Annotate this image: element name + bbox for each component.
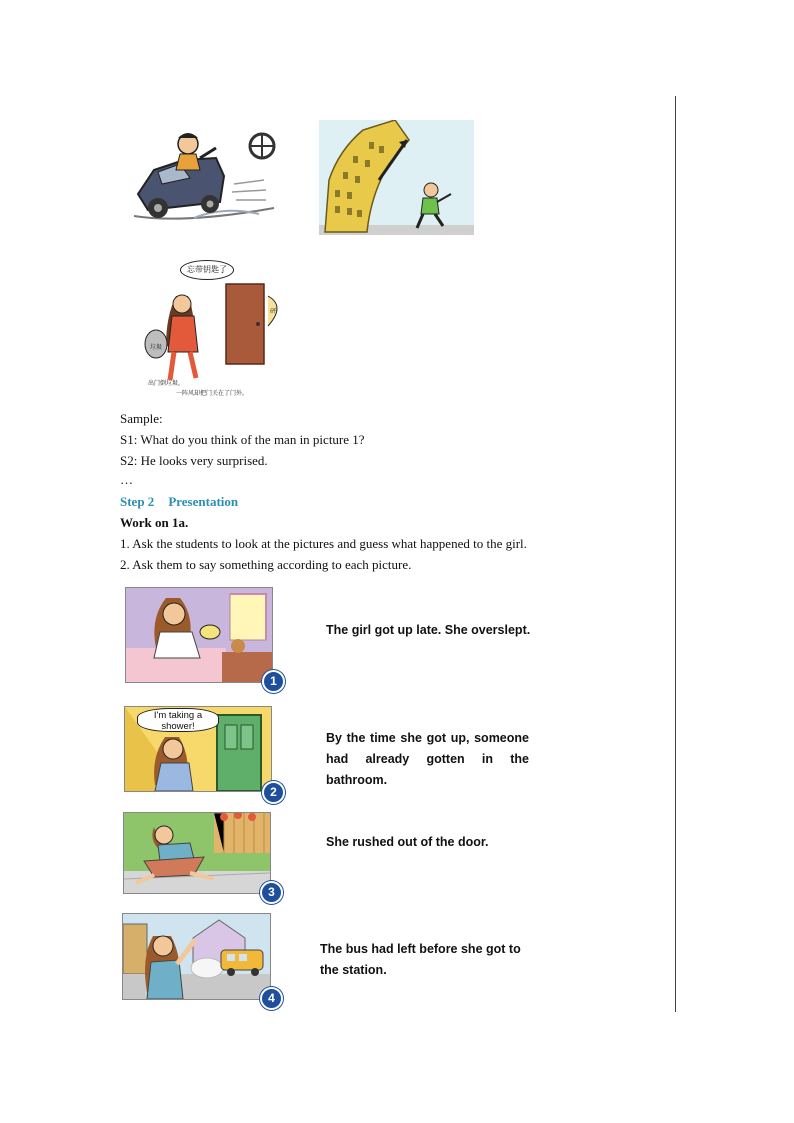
story-picture-3 [123, 812, 271, 894]
step-title: Presentation [168, 494, 239, 509]
step-heading [120, 494, 238, 510]
sample-line-s1: S1: What do you think of the man in picture 1? [120, 432, 365, 447]
door-sound-label: 砰 [270, 308, 277, 315]
story-picture-1 [125, 587, 273, 683]
story-caption-3: She rushed out of the door. [326, 835, 489, 849]
story-badge-2: 2 [262, 781, 285, 804]
story-picture-4 [122, 913, 271, 1000]
work-on-heading: Work on 1a. [120, 515, 189, 530]
sample-ellipsis: … [120, 472, 133, 487]
picture-caption-line-2: 一阵风却把门关在了门外。 [176, 390, 249, 397]
instruction-1: 1. Ask the students to look at the pictures and guess what happened to the girl. [120, 536, 527, 551]
story-badge-1: 1 [262, 670, 285, 693]
story-badge-3: 3 [260, 881, 283, 904]
instruction-2: 2. Ask them to say something according to each picture. [120, 557, 412, 572]
story-caption-1: The girl got up late. She overslept. [326, 623, 531, 637]
sample-label: Sample: [120, 411, 163, 426]
illustration-falling-building [319, 120, 474, 235]
illustration-locked-out [136, 256, 298, 402]
page-margin-line [675, 96, 676, 1012]
story-badge-4: 4 [260, 987, 283, 1010]
story-2-speech-bubble: I'm taking a shower! [137, 708, 219, 732]
illustration-man-in-car [124, 124, 284, 230]
step-number: Step 2 [120, 494, 155, 509]
locked-out-speech-bubble: 忘带钥匙了 [180, 260, 234, 280]
story-caption-4: The bus had left before she got to the station. [320, 942, 521, 977]
story-caption-2: By the time she got up, someone had already gotten in the bathroom. [326, 731, 529, 787]
story-picture-2 [124, 706, 272, 792]
picture-caption-line-1: 出门倒垃圾， [148, 380, 185, 387]
sample-line-s2: S2: He looks very surprised. [120, 453, 268, 468]
bag-label: 垃圾 [150, 344, 163, 351]
